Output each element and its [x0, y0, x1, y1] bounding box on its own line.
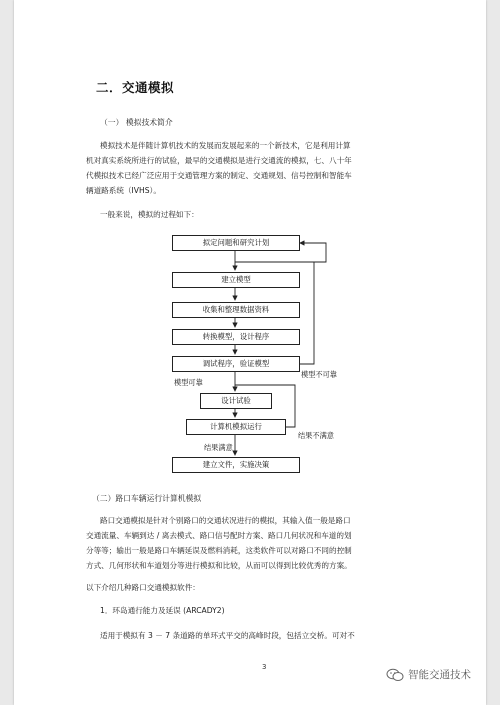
- document-page: [14, 0, 486, 705]
- intro-line-1: 模拟技术是伴随计算机技术的发展而发展起来的一个新技术，它是利用计算: [100, 141, 351, 150]
- software-intro: 以下介绍几种路口交通模拟软件：: [86, 583, 200, 592]
- intro-line-4: 辆道路系统（IVHS）。: [86, 186, 161, 195]
- subsection-title-2: （二）路口车辆运行计算机模拟: [92, 494, 202, 503]
- flow-step-build-model: 建立模型: [172, 272, 300, 288]
- flow-step-document-decide: 建立文件，实施决策: [172, 457, 300, 473]
- page-number: 3: [262, 663, 267, 671]
- wechat-icon: [386, 668, 404, 682]
- label-result-unsatisfied: 结果不满意: [298, 431, 334, 440]
- flow-step-collect-data: 收集和整理数据资料: [172, 302, 300, 318]
- flow-step-simulation-run: 计算机模拟运行: [186, 419, 286, 435]
- label-result-satisfied: 结果满意: [204, 443, 233, 452]
- watermark: [386, 667, 471, 682]
- intro-line-3: 代模拟技术已经广泛应用于交通管理方案的制定、交通规划、信号控制和智能车: [86, 171, 352, 180]
- subsection-title-1: （一） 模拟技术简介: [100, 118, 173, 127]
- watermark-text: 智能交通技术: [408, 669, 471, 681]
- label-model-reliable: 模型可靠: [174, 378, 203, 387]
- sub2-line-2: 交通流量、车辆到达 / 离去模式、路口信号配时方案、路口几何状况和车道的划: [86, 531, 352, 540]
- section-title: 二．交通模拟: [96, 80, 175, 95]
- sub2-line-4: 方式、几何形状和车道划分等进行模拟和比较，从而可以得到比较优秀的方案。: [86, 561, 352, 570]
- sub2-line-1: 路口交通模拟是针对个别路口的交通状况进行的模拟，其输入值一般是路口: [100, 516, 351, 525]
- label-model-unreliable: 模型不可靠: [301, 370, 337, 379]
- item1-text: 适用于模拟有 3 － 7 条道路的单环式平交的高峰时段，包括立交桥。可对不: [100, 631, 355, 640]
- flow-step-convert-model: 转换模型，设计程序: [172, 329, 300, 345]
- flow-step-debug-verify: 调试程序，验证模型: [172, 356, 300, 372]
- item1-title: 1．环岛通行能力及延误 (ARCADY2): [100, 606, 225, 615]
- process-intro: 一般来说，模拟的过程如下：: [100, 210, 199, 219]
- sub2-line-3: 分等等；输出一般是路口车辆延误及燃料消耗，这类软件可以对路口不同的控制: [86, 546, 352, 555]
- intro-line-2: 机对真实系统所进行的试验，最早的交通模拟是进行交通流的模拟，七、八十年: [86, 156, 352, 165]
- flowchart-arrows: [14, 0, 486, 705]
- flow-step-design-test: 设计试验: [200, 393, 272, 409]
- flow-step-plan: 拟定问题和研究计划: [172, 235, 300, 251]
